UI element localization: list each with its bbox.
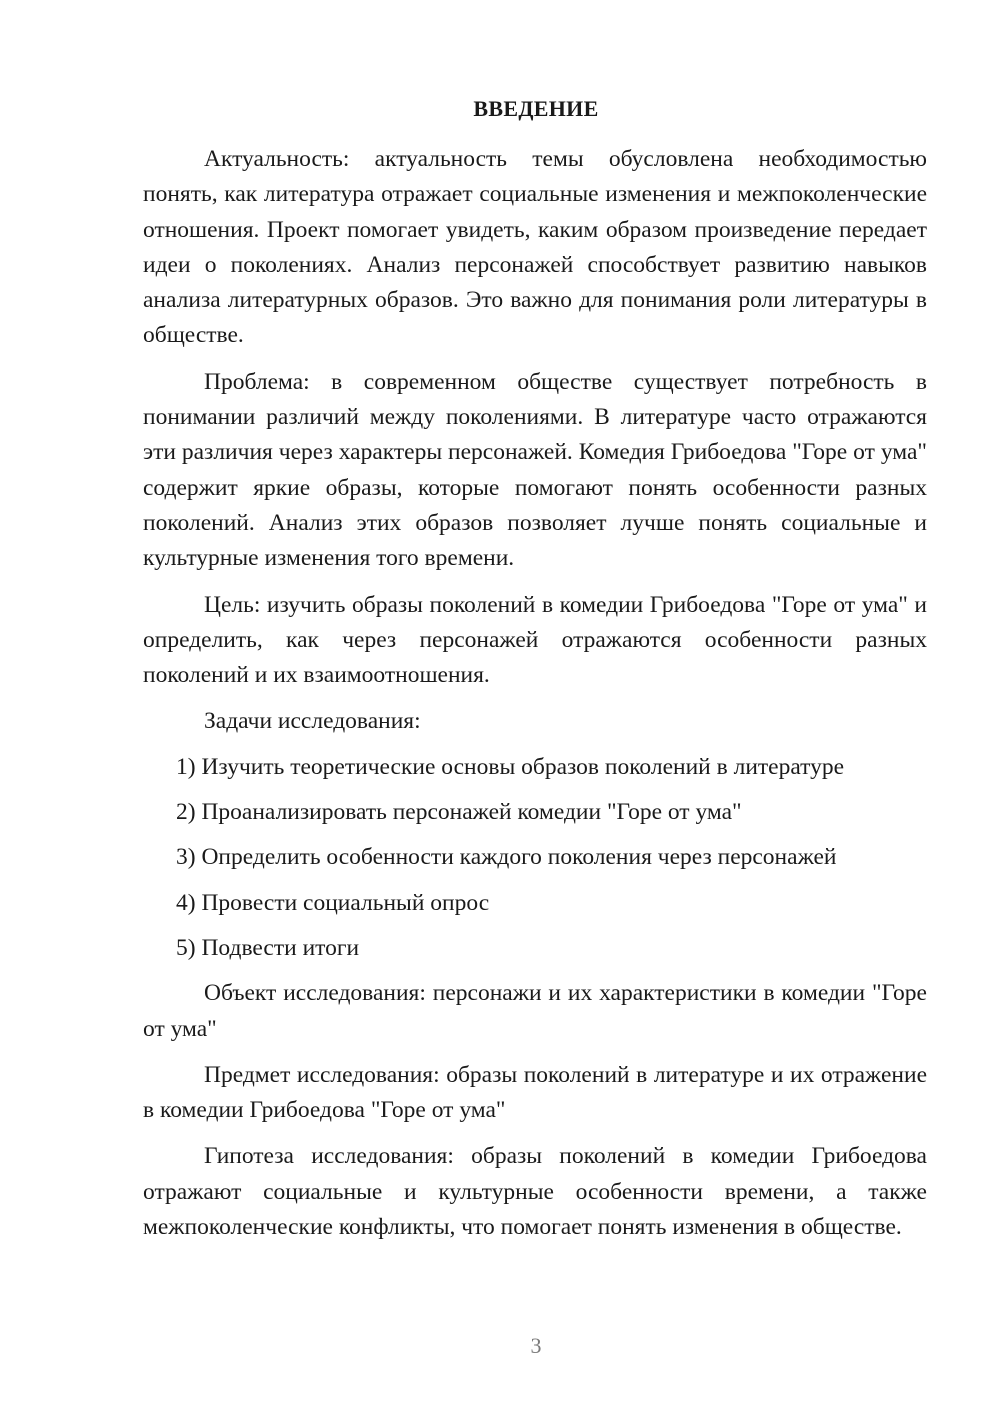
paragraph-hypothesis: Гипотеза исследования: образы поколений в комедии Грибоедова отражают социальные и культурные особенности времени, а также межпоколенческие конфликты, что помогает понять изменения в обществе. <box>143 1143 927 1241</box>
tasks-list <box>143 750 927 966</box>
paragraph-problem: Проблема: в современном обществе существует потребность в понимании различий между поколениями. В литературе часто отражаются эти различия через характеры персонажей. Комедия Грибоедова "Горе от ума" содержит яркие образы, которые помогают понять особенности разных поколений. Анализ этих образов позволяет лучше понять социальные и культурные изменения того времени. <box>143 368 927 572</box>
tasks-heading: Задачи исследования: <box>204 708 421 735</box>
task-item-3: 3) Определить особенности каждого поколения через персонажей <box>176 844 837 871</box>
task-item-5: 5) Подвести итоги <box>176 934 360 961</box>
document-body <box>143 142 927 1256</box>
page-number: 3 <box>530 1333 542 1358</box>
task-item-1: 1) Изучить теоретические основы образов поколений в литературе <box>176 753 845 780</box>
paragraph-goal: Цель: изучить образы поколений в комедии Грибоедова "Горе от ума" и определить, как через персонажей отражаются особенности разных поколений и их взаимоотношения. <box>143 591 927 689</box>
paragraph-object: Объект исследования: персонажи и их характеристики в комедии "Горе от ума" <box>143 980 927 1042</box>
task-item-2: 2) Проанализировать персонажей комедии "Горе от ума" <box>176 799 742 826</box>
task-item-4: 4) Провести социальный опрос <box>176 889 490 916</box>
paragraph-relevance: Актуальность: актуальность темы обусловлена необходимостью понять, как литература отражает социальные изменения и межпоколенческие отношения. Проект помогает увидеть, каким образом произведение передает идеи о поколениях. Анализ персонажей способствует развитию навыков анализа литературных образов. Это важно для понимания роли литературы в обществе. <box>143 146 927 349</box>
paragraph-subject: Предмет исследования: образы поколений в литературе и их отражение в комедии Грибоедова "Горе от ума" <box>143 1061 927 1124</box>
page-title: ВВЕДЕНИЕ <box>473 96 599 121</box>
